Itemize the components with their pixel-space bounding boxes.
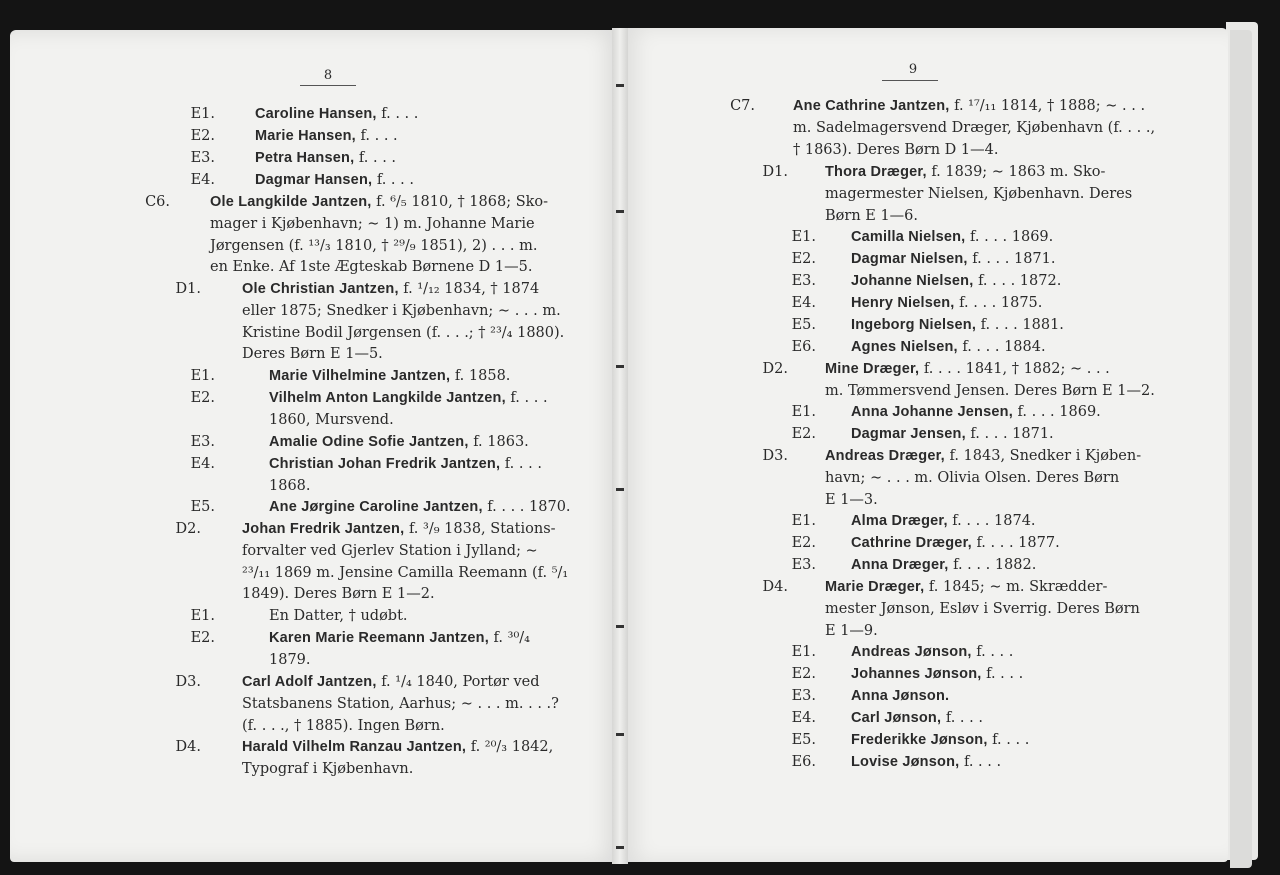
binding-stitch xyxy=(616,365,624,368)
person-name: Marie Vilhelmine Jantzen, xyxy=(269,368,451,384)
book-gutter xyxy=(612,28,628,864)
entry-code: E1. xyxy=(190,368,215,384)
page-stack-edge xyxy=(1230,30,1252,868)
person-name: Thora Dræger, xyxy=(825,164,927,180)
entry-text: En Datter, † udøbt. xyxy=(269,608,408,624)
entry-line xyxy=(242,301,564,323)
person-name: Johanne Nielsen, xyxy=(851,273,974,289)
entry-text: E 1—3. xyxy=(825,491,878,508)
entry-text: f. . . . 1877. xyxy=(971,535,1060,551)
person-name: Ane Jørgine Caroline Jantzen, xyxy=(269,499,483,515)
entry-line xyxy=(793,96,1155,118)
entry-code: E4. xyxy=(791,710,816,726)
entry-code: E4. xyxy=(190,172,215,188)
entry-text: f. 1858. xyxy=(450,368,511,384)
entry-text: f. ¹⁷/₁₁ 1814, † 1888; ∼ . . . xyxy=(949,98,1146,114)
entry-line xyxy=(242,759,553,781)
entry-line xyxy=(255,148,396,170)
entry-line xyxy=(851,730,1029,752)
entry-code: C7. xyxy=(730,98,755,114)
person-name: Petra Hansen, xyxy=(255,150,355,166)
entry-text: m. Tømmersvend Jensen. Deres Børn E 1—2. xyxy=(825,382,1155,399)
person-name: Frederikke Jønson, xyxy=(851,732,988,748)
entry-line xyxy=(269,606,408,628)
person-name: Ole Langkilde Jantzen, xyxy=(210,194,372,210)
entry-text: f. . . . 1872. xyxy=(973,273,1062,289)
entry-line xyxy=(269,650,530,672)
entry-text: f. . . . xyxy=(376,106,419,122)
entry-text: mester Jønson, Esløv i Sverrig. Deres Børn xyxy=(825,600,1140,617)
person-name: Johan Fredrik Jantzen, xyxy=(242,521,405,537)
entry-line xyxy=(269,432,529,454)
entry-code: E5. xyxy=(791,732,816,748)
entry-line xyxy=(269,497,571,519)
entry-line xyxy=(825,577,1140,599)
person-name: Agnes Nielsen, xyxy=(851,339,958,355)
entry-text: f. . . . 1875. xyxy=(954,295,1043,311)
entry-text: eller 1875; Snedker i Kjøbenhavn; ∼ . . . m. xyxy=(242,302,561,319)
entry-text: f. . . . xyxy=(941,710,983,726)
entry-line xyxy=(825,468,1141,490)
entry-line xyxy=(242,584,568,606)
entry-line xyxy=(825,599,1140,621)
entry-line xyxy=(242,323,564,345)
entry-text: f. . . . 1874. xyxy=(947,513,1036,529)
entry-code: E6. xyxy=(791,339,816,355)
entry-line xyxy=(851,708,983,730)
entry-text: Børn E 1—6. xyxy=(825,207,919,224)
entry-line xyxy=(825,621,1140,643)
entry-code: E2. xyxy=(791,666,816,682)
entry-text: (f. . . ., † 1885). Ingen Børn. xyxy=(242,717,445,734)
entry-line xyxy=(242,694,559,716)
entry-line xyxy=(255,170,414,192)
person-name: Anna Jønson. xyxy=(851,688,950,704)
entry-text: f. . . . xyxy=(987,732,1030,748)
binding-stitch xyxy=(616,210,624,213)
entry-line xyxy=(242,279,564,301)
entry-line xyxy=(851,249,1055,271)
entry-code: E2. xyxy=(791,426,816,442)
entry-text: m. Sadelmagersvend Dræger, Kjøbenhavn (f. . . ., xyxy=(793,119,1156,136)
person-name: Amalie Odine Sofie Jantzen, xyxy=(269,434,469,450)
entry-line xyxy=(825,184,1132,206)
person-name: Caroline Hansen, xyxy=(255,106,377,122)
binding-stitch xyxy=(616,733,624,736)
left-page xyxy=(10,30,622,862)
entry-line xyxy=(851,227,1053,249)
person-name: Anna Dræger, xyxy=(851,557,949,573)
person-name: Carl Jønson, xyxy=(851,710,942,726)
page-number: 8 xyxy=(323,68,333,83)
entry-code: D4. xyxy=(762,579,788,595)
entry-code: E2. xyxy=(190,390,215,406)
entry-text: Typograf i Kjøbenhavn. xyxy=(242,760,414,777)
entry-line xyxy=(242,716,559,738)
person-name: Marie Hansen, xyxy=(255,128,356,144)
entry-line xyxy=(851,752,1001,774)
entry-code: E1. xyxy=(791,404,816,420)
entry-text: 1879. xyxy=(269,651,311,668)
entry-text: f. 1839; ∼ 1863 m. Sko- xyxy=(926,164,1106,180)
entry-line xyxy=(825,162,1132,184)
entry-text: f. ⁶/₅ 1810, † 1868; Sko- xyxy=(371,194,549,210)
entry-line xyxy=(269,628,530,650)
entry-text: E 1—9. xyxy=(825,622,878,639)
entry-line xyxy=(242,519,568,541)
entry-line xyxy=(242,672,559,694)
entry-line xyxy=(851,424,1054,446)
person-name: Alma Dræger, xyxy=(851,513,948,529)
entry-line xyxy=(242,344,564,366)
entry-code: E6. xyxy=(791,754,816,770)
entry-line xyxy=(793,118,1155,140)
entry-text: f. ²⁰/₃ 1842, xyxy=(466,739,554,755)
entry-line xyxy=(269,410,548,432)
entry-text: f. 1863. xyxy=(468,434,529,450)
entry-code: E2. xyxy=(791,535,816,551)
binding-stitch xyxy=(616,488,624,491)
entry-text: f. . . . 1881. xyxy=(976,317,1064,333)
person-name: Dagmar Nielsen, xyxy=(851,251,968,267)
entry-text: † 1863). Deres Børn D 1—4. xyxy=(793,141,999,158)
entry-code: E4. xyxy=(791,295,816,311)
page-number-rule xyxy=(300,85,356,86)
entry-text: f. . . . 1869. xyxy=(1012,404,1101,420)
right-page xyxy=(620,28,1228,862)
entry-text: f. . . . 1871. xyxy=(967,251,1056,267)
person-name: Marie Dræger, xyxy=(825,579,925,595)
person-name: Mine Dræger, xyxy=(825,361,920,377)
binding-stitch xyxy=(616,846,624,849)
page-number: 9 xyxy=(908,62,918,77)
entry-code: C6. xyxy=(145,194,170,210)
entry-text: Statsbanens Station, Aarhus; ∼ . . . m. . . .? xyxy=(242,695,559,712)
entry-line xyxy=(825,359,1155,381)
entry-code: E1. xyxy=(190,106,215,122)
entry-line xyxy=(242,737,553,759)
entry-text: f. . . . 1882. xyxy=(948,557,1037,573)
entry-text: f. . . . xyxy=(971,644,1014,660)
entry-line xyxy=(851,271,1061,293)
entry-text: 1868. xyxy=(269,477,311,494)
person-name: Vilhelm Anton Langkilde Jantzen, xyxy=(269,390,506,406)
entry-text: f. . . . xyxy=(372,172,414,188)
entry-line xyxy=(210,192,548,214)
entry-line xyxy=(210,214,548,236)
entry-line xyxy=(851,533,1060,555)
entry-line xyxy=(255,126,398,148)
entry-text: f. . . . xyxy=(959,754,1002,770)
binding-stitch xyxy=(616,625,624,628)
entry-text: f. . . . xyxy=(355,128,398,144)
entry-code: E3. xyxy=(190,434,215,450)
person-name: Christian Johan Fredrik Jantzen, xyxy=(269,456,501,472)
entry-line xyxy=(269,454,542,476)
entry-code: E3. xyxy=(190,150,215,166)
entry-line xyxy=(269,476,542,498)
entry-line xyxy=(851,642,1013,664)
person-name: Ingeborg Nielsen, xyxy=(851,317,977,333)
person-name: Ane Cathrine Jantzen, xyxy=(793,98,950,114)
entry-text: f. . . . 1870. xyxy=(482,499,571,515)
entry-code: D4. xyxy=(175,739,201,755)
entry-code: E1. xyxy=(190,608,215,624)
entry-text: f. . . . 1884. xyxy=(957,339,1046,355)
entry-text: f. . . . xyxy=(981,666,1024,682)
entry-text: mager i Kjøbenhavn; ∼ 1) m. Johanne Marie xyxy=(210,215,535,232)
entry-code: E2. xyxy=(190,128,215,144)
entry-text: havn; ∼ . . . m. Olivia Olsen. Deres Børn xyxy=(825,469,1120,486)
entry-line xyxy=(851,686,949,708)
page-number-rule xyxy=(882,80,938,81)
entry-line xyxy=(851,511,1036,533)
entry-code: E2. xyxy=(190,630,215,646)
person-name: Carl Adolf Jantzen, xyxy=(242,674,377,690)
entry-line xyxy=(825,446,1141,468)
person-name: Andreas Dræger, xyxy=(825,448,945,464)
entry-text: magermester Nielsen, Kjøbenhavn. Deres xyxy=(825,185,1133,202)
person-name: Andreas Jønson, xyxy=(851,644,972,660)
person-name: Anna Johanne Jensen, xyxy=(851,404,1013,420)
entry-text: Deres Børn E 1—5. xyxy=(242,346,383,363)
person-name: Lovise Jønson, xyxy=(851,754,960,770)
entry-code: E3. xyxy=(791,557,816,573)
entry-line xyxy=(255,104,418,126)
entry-line xyxy=(851,664,1023,686)
entry-code: E2. xyxy=(791,251,816,267)
entry-code: E5. xyxy=(190,499,215,515)
entry-text: f. . . . xyxy=(505,390,548,406)
entry-line xyxy=(210,236,548,258)
entry-text: en Enke. Af 1ste Ægteskab Børnene D 1—5. xyxy=(210,259,533,276)
entry-line xyxy=(825,206,1132,228)
entry-line xyxy=(269,366,510,388)
entry-text: f. ¹/₄ 1840, Portør ved xyxy=(376,674,540,690)
entry-code: E1. xyxy=(791,644,816,660)
entry-text: 1860, Mursvend. xyxy=(269,411,394,428)
person-name: Karen Marie Reemann Jantzen, xyxy=(269,630,489,646)
entry-line xyxy=(851,293,1042,315)
entry-code: E3. xyxy=(791,688,816,704)
entry-text: Jørgensen (f. ¹³/₃ 1810, † ²⁹/₉ 1851), 2) . . . m. xyxy=(210,237,538,254)
entry-text: forvalter ved Gjerlev Station i Jylland; ∼ xyxy=(242,542,538,559)
entry-code: D2. xyxy=(762,361,788,377)
entry-text: Kristine Bodil Jørgensen (f. . . .; † ²³/₄ 1880). xyxy=(242,324,565,341)
entry-code: E1. xyxy=(791,513,816,529)
entry-text: f. 1845; ∼ m. Skrædder- xyxy=(924,579,1108,595)
entry-line xyxy=(825,381,1155,403)
entry-code: E5. xyxy=(791,317,816,333)
entry-text: f. ¹/₁₂ 1834, † 1874 xyxy=(398,281,540,297)
entry-text: f. 1843, Snedker i Kjøben- xyxy=(944,448,1142,464)
entry-line xyxy=(825,490,1141,512)
entry-line xyxy=(242,563,568,585)
entry-text: f. . . . xyxy=(354,150,397,166)
entry-line xyxy=(851,555,1036,577)
entry-line xyxy=(793,140,1155,162)
entry-code: D2. xyxy=(175,521,201,537)
entry-line xyxy=(851,315,1064,337)
entry-code: E1. xyxy=(791,229,816,245)
entry-text: f. ³⁰/₄ xyxy=(488,630,530,646)
entry-text: 1849). Deres Børn E 1—2. xyxy=(242,586,435,603)
person-name: Johannes Jønson, xyxy=(851,666,982,682)
entry-code: E4. xyxy=(190,456,215,472)
person-name: Camilla Nielsen, xyxy=(851,229,966,245)
entry-text: f. . . . 1869. xyxy=(965,229,1054,245)
entry-line xyxy=(851,402,1101,424)
entry-code: D1. xyxy=(762,164,788,180)
entry-code: D1. xyxy=(175,281,201,297)
entry-line xyxy=(851,337,1046,359)
entry-code: E3. xyxy=(791,273,816,289)
entry-code: D3. xyxy=(175,674,201,690)
person-name: Dagmar Jensen, xyxy=(851,426,966,442)
entry-code: D3. xyxy=(762,448,788,464)
entry-line xyxy=(269,388,548,410)
entry-text: f. . . . 1871. xyxy=(965,426,1054,442)
person-name: Cathrine Dræger, xyxy=(851,535,972,551)
person-name: Dagmar Hansen, xyxy=(255,172,373,188)
entry-line xyxy=(242,541,568,563)
entry-text: f. . . . 1841, † 1882; ∼ . . . xyxy=(919,361,1110,377)
person-name: Harald Vilhelm Ranzau Jantzen, xyxy=(242,739,467,755)
person-name: Ole Christian Jantzen, xyxy=(242,281,399,297)
entry-text: f. ³/₉ 1838, Stations- xyxy=(404,521,556,537)
binding-stitch xyxy=(616,84,624,87)
person-name: Henry Nielsen, xyxy=(851,295,955,311)
entry-text: f. . . . xyxy=(500,456,542,472)
entry-text: ²³/₁₁ 1869 m. Jensine Camilla Reemann (f. ⁵/₁ xyxy=(242,564,569,581)
entry-line xyxy=(210,257,548,279)
